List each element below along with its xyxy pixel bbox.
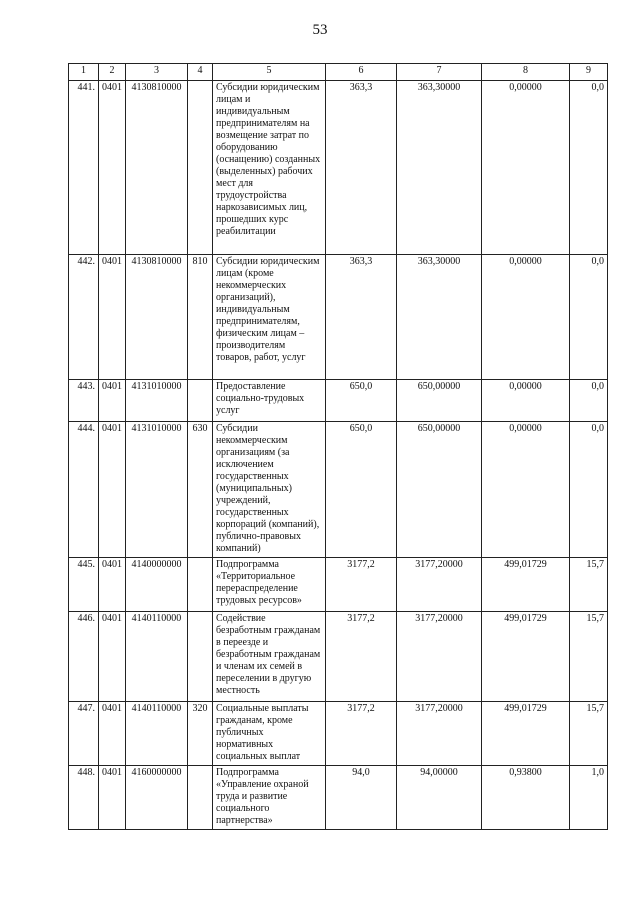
- expense-type-code: [188, 766, 213, 830]
- table-row: [69, 380, 608, 422]
- value-col6: 3177,2: [326, 558, 397, 612]
- column-header: 7: [397, 64, 482, 81]
- table-row: [69, 702, 608, 766]
- value-col6: 94,0: [326, 766, 397, 830]
- expense-type-code: [188, 81, 213, 255]
- target-article-code: 4140000000: [126, 558, 188, 612]
- page-number: 53: [312, 22, 328, 38]
- section-code: 0401: [99, 81, 126, 255]
- expense-type-code: 810: [188, 255, 213, 380]
- budget-table: [68, 63, 608, 830]
- value-col7: 363,30000: [397, 255, 482, 380]
- value-col9: 0,0: [570, 255, 608, 380]
- column-header: 4: [188, 64, 213, 81]
- target-article-code: 4131010000: [126, 380, 188, 422]
- column-header: 3: [126, 64, 188, 81]
- row-number: 447.: [69, 702, 99, 766]
- table-row: [69, 81, 608, 255]
- value-col9: 15,7: [570, 612, 608, 702]
- value-col9: 0,0: [570, 422, 608, 558]
- target-article-code: 4130810000: [126, 255, 188, 380]
- value-col9: 1,0: [570, 766, 608, 830]
- section-code: 0401: [99, 380, 126, 422]
- value-col6: 3177,2: [326, 702, 397, 766]
- row-number: 441.: [69, 81, 99, 255]
- row-number: 444.: [69, 422, 99, 558]
- row-number: 445.: [69, 558, 99, 612]
- target-article-code: 4130810000: [126, 81, 188, 255]
- value-col9: 0,0: [570, 380, 608, 422]
- value-col6: 3177,2: [326, 612, 397, 702]
- section-code: 0401: [99, 422, 126, 558]
- row-number: 442.: [69, 255, 99, 380]
- value-col8: 0,00000: [482, 380, 570, 422]
- item-description: Социальные выплаты гражданам, кроме публичных нормативных социальных выплат: [213, 702, 326, 766]
- value-col8: 499,01729: [482, 612, 570, 702]
- column-header: 9: [570, 64, 608, 81]
- item-description: Подпрограмма «Управление охраной труда и развитие социального партнерства»: [213, 766, 326, 830]
- row-number: 443.: [69, 380, 99, 422]
- value-col8: 0,00000: [482, 81, 570, 255]
- column-header: 1: [69, 64, 99, 81]
- column-header: 2: [99, 64, 126, 81]
- expense-type-code: [188, 380, 213, 422]
- value-col9: 15,7: [570, 558, 608, 612]
- table-row: [69, 255, 608, 380]
- value-col8: 499,01729: [482, 558, 570, 612]
- expense-type-code: 630: [188, 422, 213, 558]
- value-col9: 15,7: [570, 702, 608, 766]
- table-header-row: [69, 64, 608, 81]
- section-code: 0401: [99, 612, 126, 702]
- value-col6: 650,0: [326, 422, 397, 558]
- value-col8: 0,93800: [482, 766, 570, 830]
- value-col8: 499,01729: [482, 702, 570, 766]
- value-col7: 3177,20000: [397, 702, 482, 766]
- item-description: Субсидии юридическим лицам (кроме некоммерческих организаций), индивидуальным предпринимателям, физическим лицам – производителям товаров, работ, услуг: [213, 255, 326, 380]
- row-number: 448.: [69, 766, 99, 830]
- row-number: 446.: [69, 612, 99, 702]
- column-header: 6: [326, 64, 397, 81]
- item-description: Содействие безработным гражданам в переезде и безработным гражданам и членам их семей в переселении в другую местность: [213, 612, 326, 702]
- item-description: Субсидии юридическим лицам и индивидуальным предпринимателям на возмещение затрат по оборудованию (оснащению) созданных (выделенных) рабочих мест для трудоустройства наркозависимых лиц, прошедших курс реабилитации: [213, 81, 326, 255]
- target-article-code: 4160000000: [126, 766, 188, 830]
- section-code: 0401: [99, 702, 126, 766]
- table-row: [69, 612, 608, 702]
- target-article-code: 4140110000: [126, 612, 188, 702]
- item-description: Предоставление социально-трудовых услуг: [213, 380, 326, 422]
- value-col7: 650,00000: [397, 422, 482, 558]
- section-code: 0401: [99, 766, 126, 830]
- value-col6: 650,0: [326, 380, 397, 422]
- value-col7: 363,30000: [397, 81, 482, 255]
- value-col7: 3177,20000: [397, 558, 482, 612]
- value-col8: 0,00000: [482, 255, 570, 380]
- value-col6: 363,3: [326, 255, 397, 380]
- target-article-code: 4140110000: [126, 702, 188, 766]
- expense-type-code: 320: [188, 702, 213, 766]
- expense-type-code: [188, 558, 213, 612]
- value-col6: 363,3: [326, 81, 397, 255]
- value-col7: 94,00000: [397, 766, 482, 830]
- section-code: 0401: [99, 558, 126, 612]
- item-description: Подпрограмма «Территориальное перераспределение трудовых ресурсов»: [213, 558, 326, 612]
- expense-type-code: [188, 612, 213, 702]
- table-row: [69, 766, 608, 830]
- value-col7: 3177,20000: [397, 612, 482, 702]
- value-col9: 0,0: [570, 81, 608, 255]
- value-col7: 650,00000: [397, 380, 482, 422]
- table-row: [69, 558, 608, 612]
- table-row: [69, 422, 608, 558]
- column-header: 8: [482, 64, 570, 81]
- target-article-code: 4131010000: [126, 422, 188, 558]
- column-header: 5: [213, 64, 326, 81]
- item-description: Субсидии некоммерческим организациям (за исключением государственных (муниципальных) учреждений, государственных корпораций (компаний), публично-правовых компаний): [213, 422, 326, 558]
- value-col8: 0,00000: [482, 422, 570, 558]
- section-code: 0401: [99, 255, 126, 380]
